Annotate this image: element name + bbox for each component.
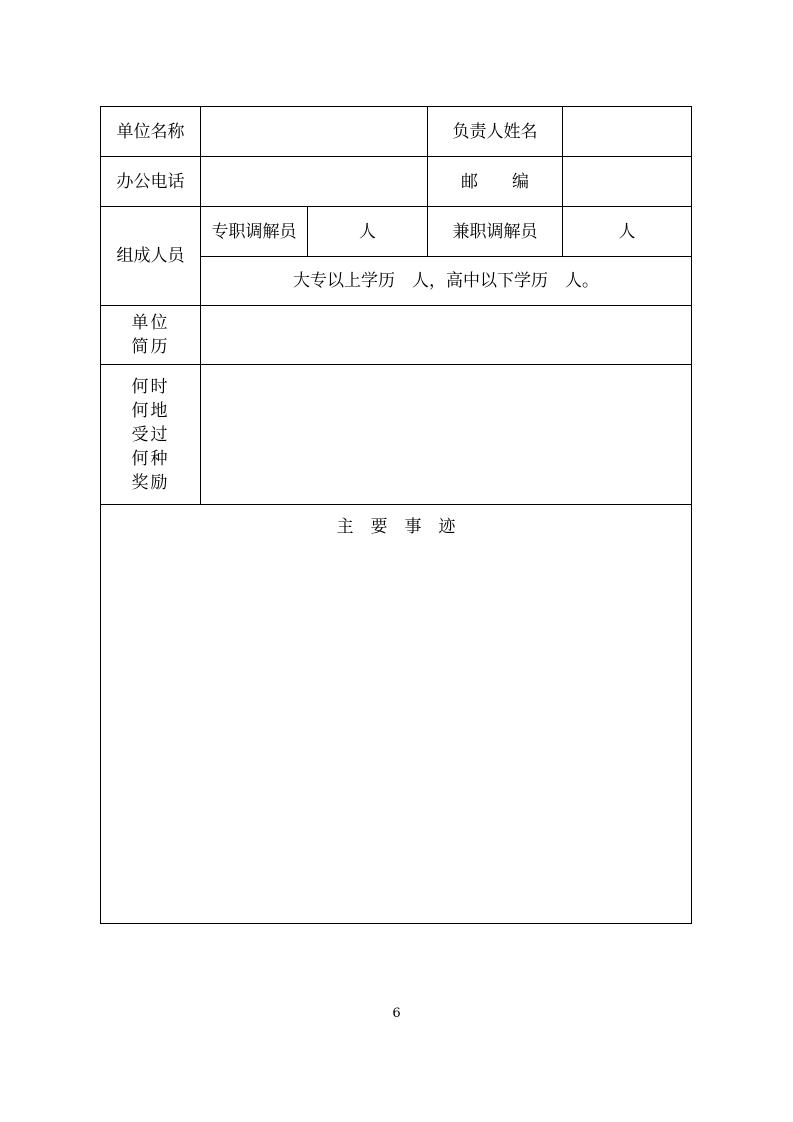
parttime-mediator-label: 兼职调解员 <box>452 221 538 242</box>
leader-name-field[interactable] <box>563 107 691 156</box>
main-deeds-title: 主 要 事 迹 <box>336 517 456 537</box>
awards-label-line: 受过 <box>131 424 170 445</box>
page-number: 6 <box>392 1006 401 1021</box>
unit-profile-label-line: 简历 <box>131 337 170 357</box>
table-border-bottom <box>100 923 692 924</box>
postcode-label: 邮 编 <box>461 171 529 192</box>
table-border-right <box>691 106 692 924</box>
row-divider <box>100 504 692 505</box>
awards-label-line: 奖励 <box>131 472 170 493</box>
awards-label <box>101 365 200 504</box>
office-phone-label: 办公电话 <box>116 171 185 192</box>
office-phone-field[interactable] <box>201 157 427 206</box>
postcode-field[interactable] <box>563 157 691 206</box>
fulltime-mediator-count[interactable]: 人 <box>359 221 376 242</box>
parttime-mediator-count[interactable]: 人 <box>618 221 636 242</box>
unit-profile-label-line: 单位 <box>131 313 170 333</box>
awards-label-line: 何种 <box>131 448 170 469</box>
unit-profile-label <box>101 306 200 364</box>
awards-label-line: 何时 <box>131 376 170 397</box>
awards-label-line: 何地 <box>131 400 170 421</box>
unit-profile-field[interactable] <box>201 306 691 364</box>
unit-name-label: 单位名称 <box>116 121 185 142</box>
unit-name-field[interactable] <box>201 107 427 156</box>
members-label: 组成人员 <box>116 246 185 266</box>
fulltime-mediator-label: 专职调解员 <box>211 221 297 242</box>
awards-field[interactable] <box>201 365 691 504</box>
main-deeds-field[interactable] <box>101 546 691 922</box>
registration-form-table <box>100 106 692 924</box>
leader-name-label: 负责人姓名 <box>452 121 538 142</box>
education-breakdown[interactable]: 大专以上学历 人，高中以下学历 人。 <box>293 271 599 291</box>
